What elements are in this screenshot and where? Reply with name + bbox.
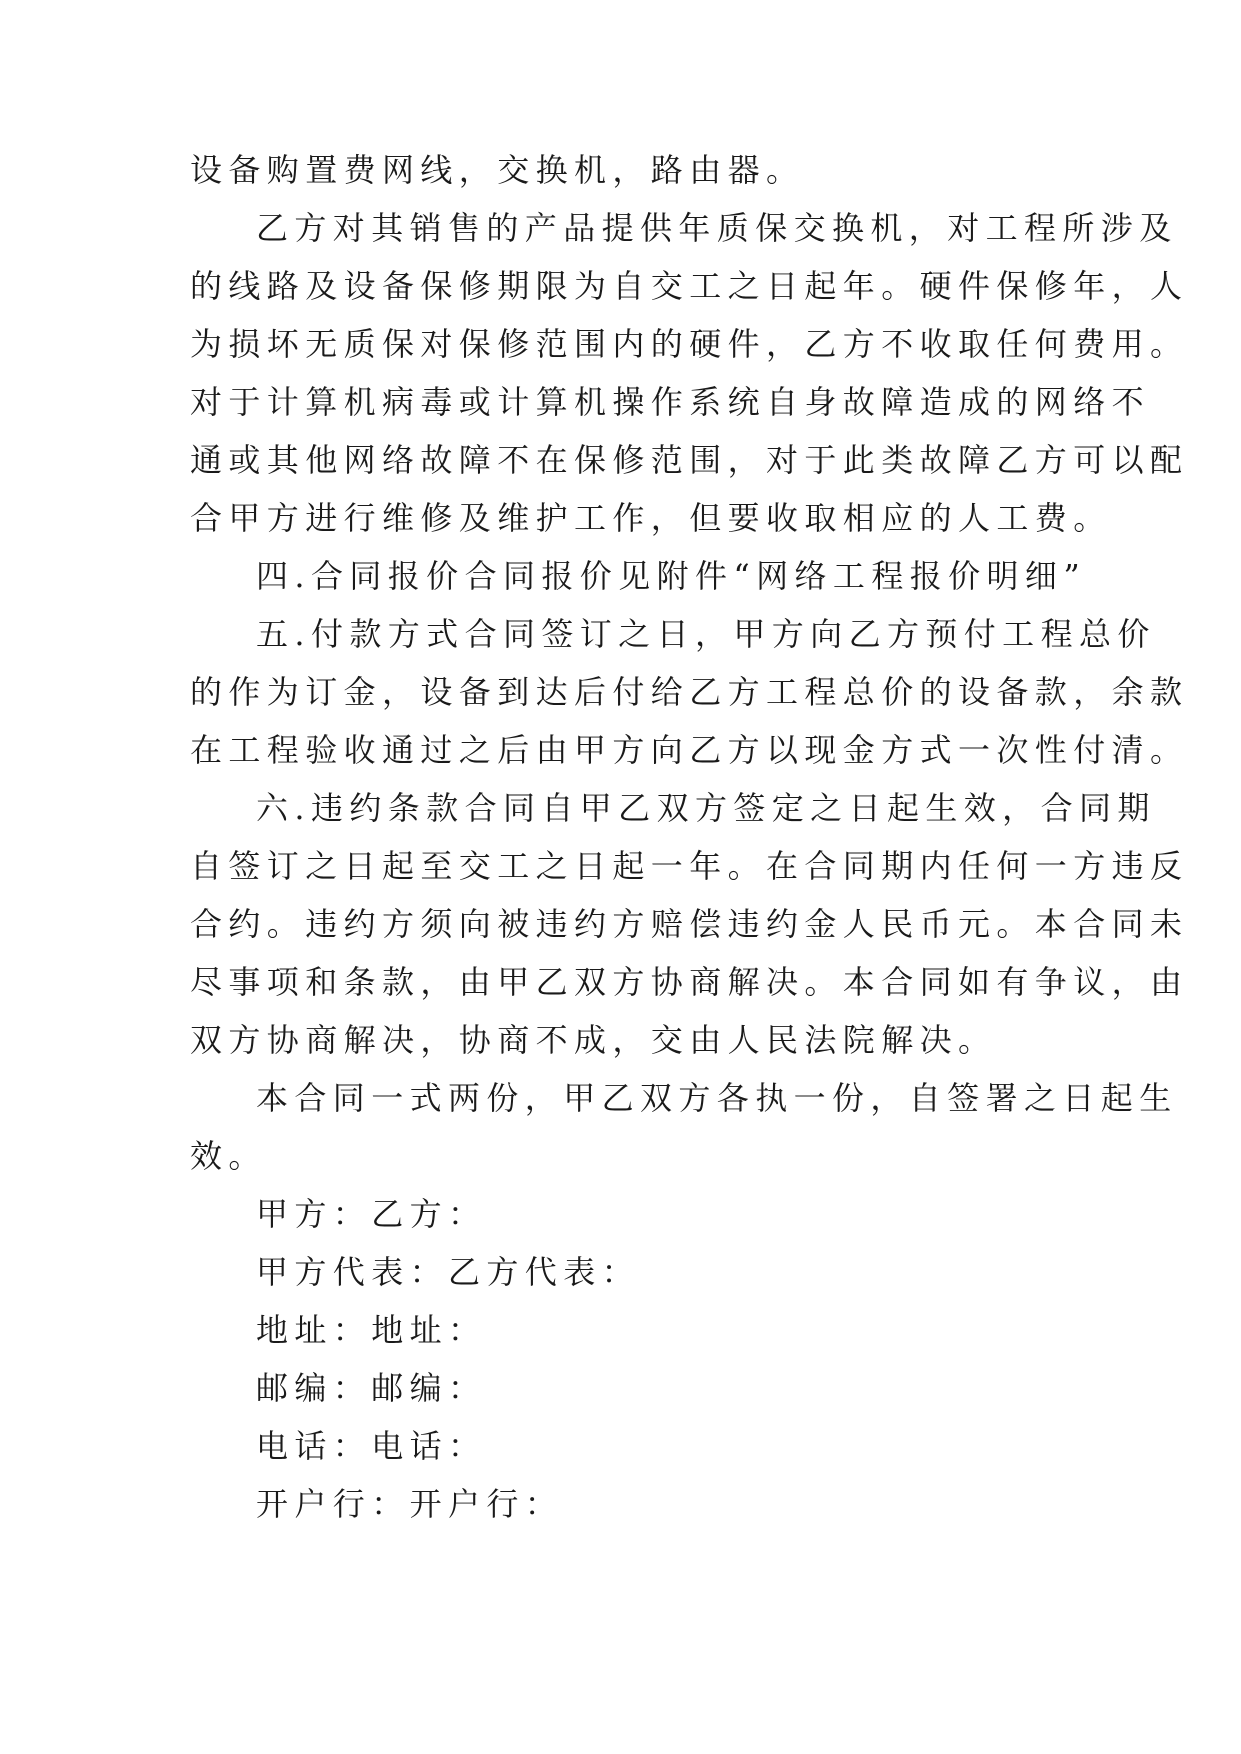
text-line: 本合同一式两份，甲乙双方各执一份，自签署之日起生: [256, 1079, 1178, 1117]
text-line: 的线路及设备保修期限为自交工之日起年。硬件保修年，人: [190, 267, 1189, 305]
text-line: 合甲方进行维修及维护工作，但要收取相应的人工费。: [190, 499, 1112, 537]
text-line: 四.合同报价合同报价见附件“网络工程报价明细”: [256, 557, 1087, 595]
signature-field-line: 开户行：开户行：: [256, 1485, 564, 1523]
text-line: 设备购置费网线，交换机，路由器。: [190, 151, 805, 189]
text-line: 对于计算机病毒或计算机操作系统自身故障造成的网络不: [190, 383, 1151, 421]
signature-field-line: 甲方代表：乙方代表：: [256, 1253, 641, 1291]
text-line: 五.付款方式合同签订之日，甲方向乙方预付工程总价: [256, 615, 1156, 653]
text-line: 双方协商解决，协商不成，交由人民法院解决。: [190, 1021, 997, 1059]
signature-field-line: 地址：地址：: [256, 1311, 487, 1349]
text-line: 为损坏无质保对保修范围内的硬件，乙方不收取任何费用。: [190, 325, 1189, 363]
text-line: 自签订之日起至交工之日起一年。在合同期内任何一方违反: [190, 847, 1189, 885]
text-line: 六.违约条款合同自甲乙双方签定之日起生效，合同期: [256, 789, 1156, 827]
text-line: 在工程验收通过之后由甲方向乙方以现金方式一次性付清。: [190, 731, 1189, 769]
text-line: 合约。违约方须向被违约方赔偿违约金人民币元。本合同未: [190, 905, 1189, 943]
signature-field-line: 电话：电话：: [256, 1427, 487, 1465]
text-line: 通或其他网络故障不在保修范围，对于此类故障乙方可以配: [190, 441, 1189, 479]
signature-field-line: 甲方：乙方：: [256, 1195, 487, 1233]
text-line: 乙方对其销售的产品提供年质保交换机，对工程所涉及: [256, 209, 1178, 247]
text-line: 尽事项和条款，由甲乙双方协商解决。本合同如有争议，由: [190, 963, 1189, 1001]
signature-field-line: 邮编：邮编：: [256, 1369, 487, 1407]
text-line: 效。: [190, 1137, 267, 1175]
text-line: 的作为订金，设备到达后付给乙方工程总价的设备款，余款: [190, 673, 1189, 711]
